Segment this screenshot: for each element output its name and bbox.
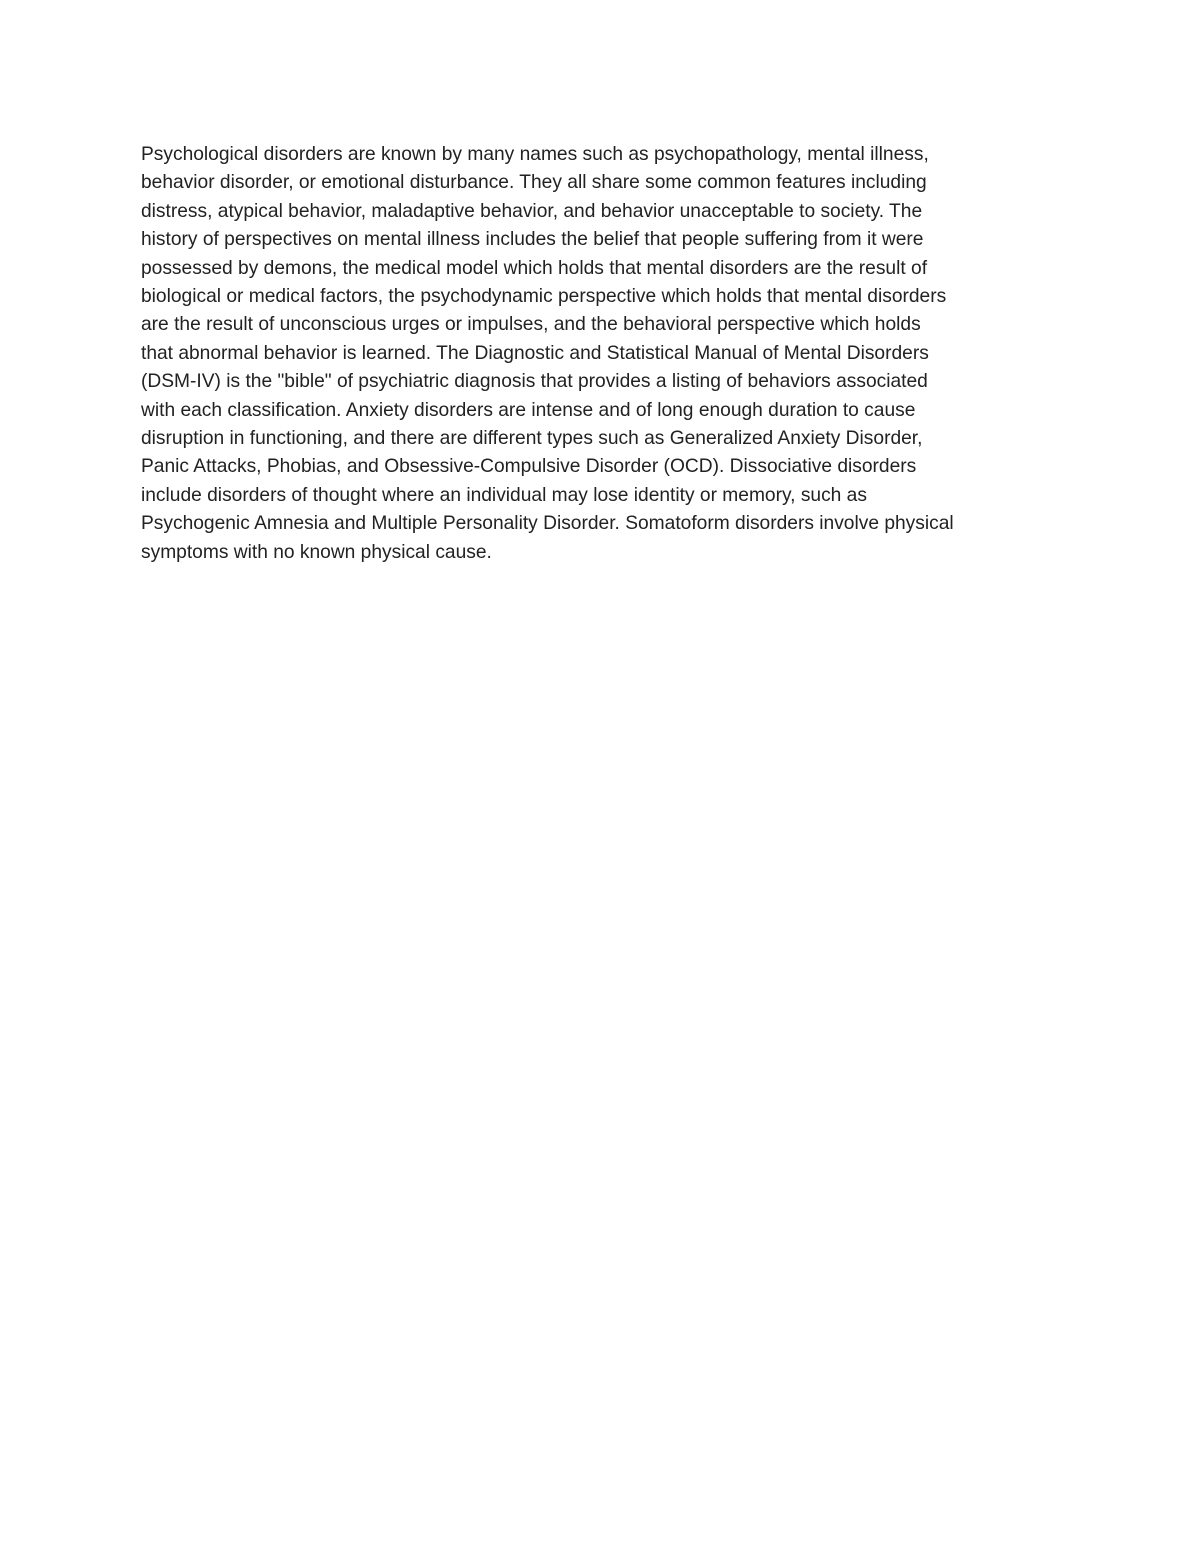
paragraph-line: possessed by demons, the medical model which holds that mental disorders are the result of: [141, 257, 928, 279]
paragraph-line: history of perspectives on mental illness includes the belief that people suffering from it were: [141, 229, 924, 251]
paragraph-line: biological or medical factors, the psychodynamic perspective which holds that mental disorders: [141, 286, 947, 308]
paragraph-line: Psychological disorders are known by many names such as psychopathology, mental illness,: [141, 144, 929, 165]
paragraph-line: (DSM-IV) is the "bible" of psychiatric diagnosis that provides a listing of behaviors associated: [141, 371, 928, 393]
paragraph-line: disruption in functioning, and there are different types such as Generalized Anxiety Disorder,: [141, 428, 923, 450]
paragraph-line: include disorders of thought where an individual may lose identity or memory, such as: [141, 484, 867, 506]
paragraph-line: behavior disorder, or emotional disturbance. They all share some common features including: [141, 172, 927, 194]
paragraph-line: are the result of unconscious urges or impulses, and the behavioral perspective which holds: [141, 314, 921, 336]
paragraph-line: that abnormal behavior is learned. The Diagnostic and Statistical Manual of Mental Disorders: [141, 342, 929, 364]
paragraph-line: Psychogenic Amnesia and Multiple Personality Disorder. Somatoform disorders involve physical: [141, 513, 954, 535]
body-paragraph: [141, 141, 1061, 567]
paragraph-line: Panic Attacks, Phobias, and Obsessive-Compulsive Disorder (OCD). Dissociative disorders: [141, 456, 917, 478]
paragraph-line: with each classification. Anxiety disorders are intense and of long enough duration to cause: [141, 399, 916, 421]
paragraph-line: distress, atypical behavior, maladaptive behavior, and behavior unacceptable to society. The: [141, 200, 923, 222]
paragraph-line: symptoms with no known physical cause.: [141, 541, 492, 563]
